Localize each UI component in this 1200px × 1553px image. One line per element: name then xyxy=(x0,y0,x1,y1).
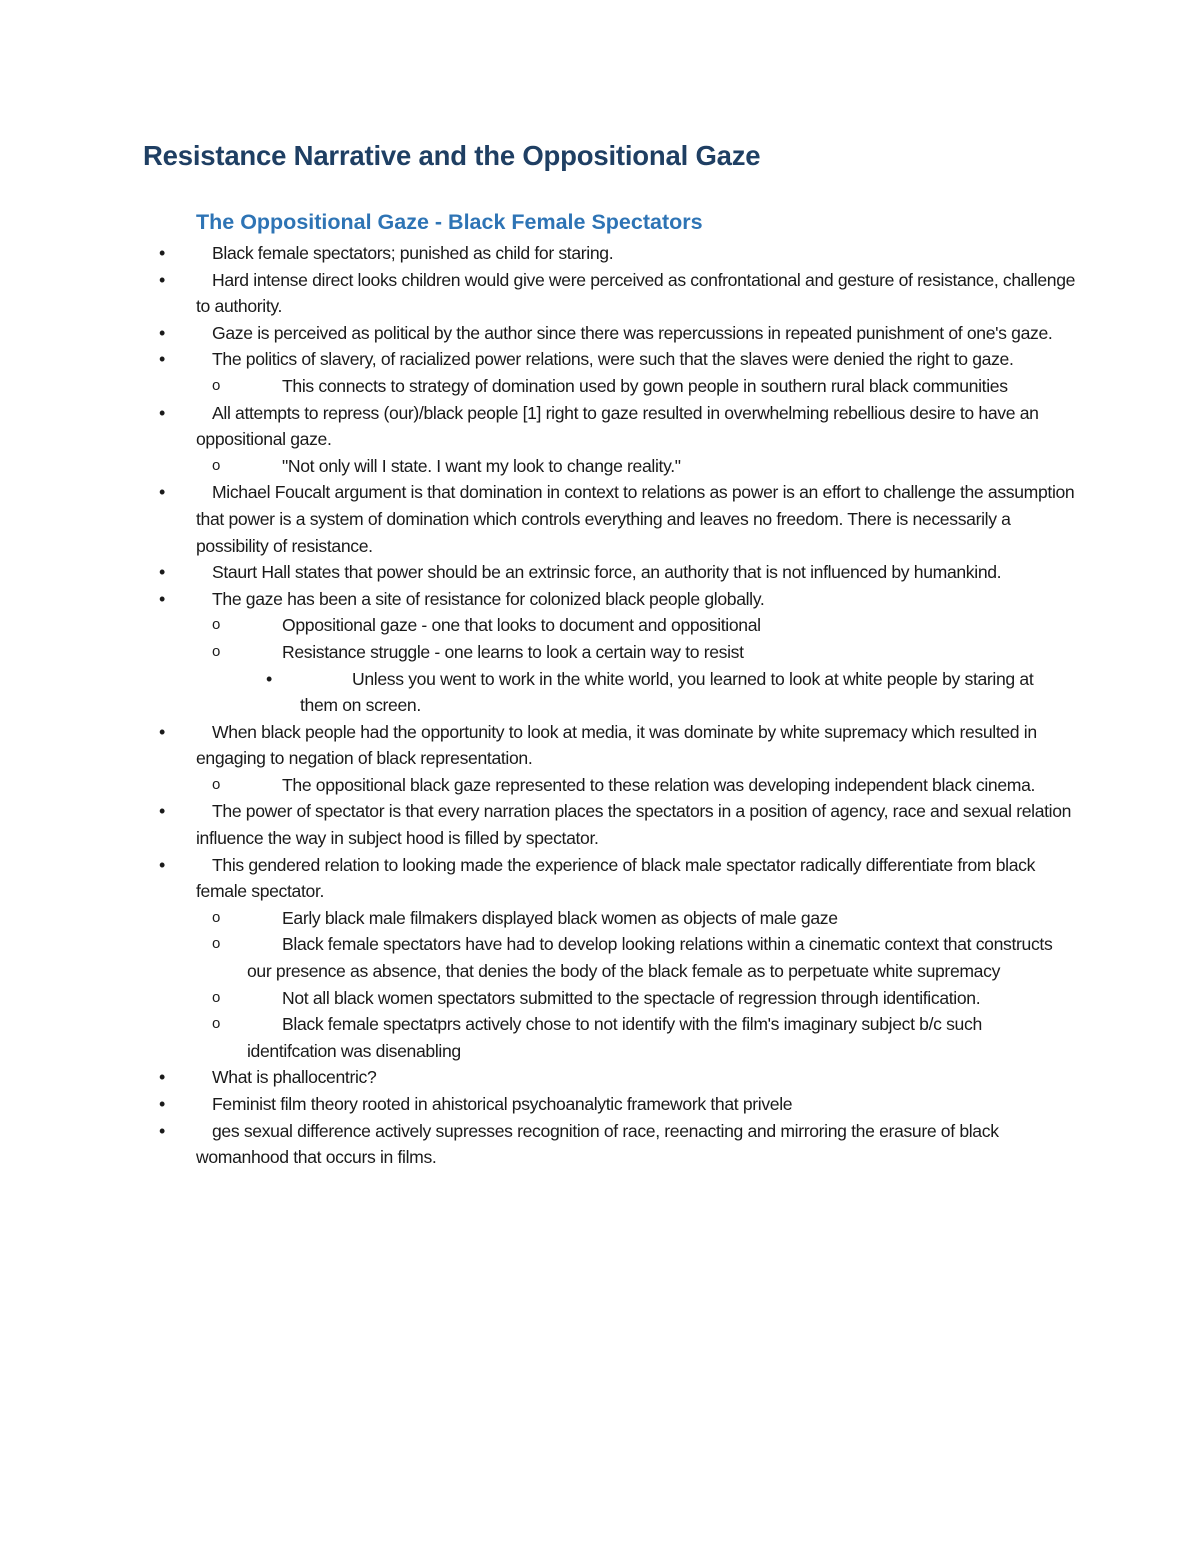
sub-list-item xyxy=(0,612,1067,639)
list-item-text: Michael Foucalt argument is that domination in context to relations as power is an effort to challenge the assumption that power is a system of domination which controls everything and leaves no freedom. There is necessarily a possibility of resistance. xyxy=(196,482,1075,556)
section-heading: The Oppositional Gaze - Black Female Spectators xyxy=(196,210,703,234)
sub-list-item xyxy=(0,905,1067,932)
list-item xyxy=(0,400,1076,453)
list-item-text: This gendered relation to looking made the experience of black male spectator radically differentiate from black female spectator. xyxy=(196,854,1036,902)
hollow-bullet-icon: o xyxy=(212,456,220,474)
bullet-icon: • xyxy=(159,349,165,370)
hollow-bullet-icon: o xyxy=(212,1015,220,1033)
bullet-icon: • xyxy=(159,588,165,609)
list-item-text: When black people had the opportunity to look at media, it was dominate by white supremacy which resulted in engaging to negation of black representation. xyxy=(196,721,1037,769)
list-item-text: Staurt Hall states that power should be an extrinsic force, an authority that is not influenced by humankind. xyxy=(212,562,1002,583)
list-item xyxy=(0,346,1076,373)
bullet-icon: • xyxy=(159,243,165,263)
list-item-text: Feminist film theory rooted in ahistorical psychoanalytic framework that privele xyxy=(212,1094,793,1114)
bullet-icon: • xyxy=(159,1067,165,1088)
list-item-text: All attempts to repress (our)/black people [1] right to gaze resulted in overwhelming rebellious desire to have an oppositional gaze. xyxy=(196,402,1039,450)
list-item-text: Black female spectators; punished as child for staring. xyxy=(212,243,614,263)
sub-list-item xyxy=(0,1011,1067,1064)
list-item-text: The oppositional black gaze represented to these relation was developing independent black cinema. xyxy=(282,774,1036,795)
hollow-bullet-icon: o xyxy=(212,988,220,1006)
hollow-bullet-icon: o xyxy=(212,908,220,926)
list-item-text: Unless you went to work in the white world, you learned to look at white people by staring at them on screen. xyxy=(300,668,1034,716)
bullet-icon: • xyxy=(159,482,165,503)
hollow-bullet-icon: o xyxy=(212,376,220,394)
list-item-text: ges sexual difference actively supresses recognition of race, reenacting and mirroring the erasure of black womanhood that occurs in films. xyxy=(196,1120,999,1168)
list-item-text: The gaze has been a site of resistance for colonized black people globally. xyxy=(212,588,765,609)
sub-list-item xyxy=(0,373,1067,400)
sub-list-item xyxy=(0,772,1067,799)
hollow-bullet-icon: o xyxy=(212,616,220,634)
bullet-icon: • xyxy=(159,1120,165,1141)
notes-list xyxy=(0,240,1200,1171)
list-item-text: Oppositional gaze - one that looks to document and oppositional xyxy=(282,615,761,636)
hollow-bullet-icon: o xyxy=(212,642,220,660)
document-title: Resistance Narrative and the Oppositional Gaze xyxy=(143,140,761,171)
bullet-icon: • xyxy=(159,322,165,343)
bullet-icon: • xyxy=(159,801,165,822)
list-item xyxy=(0,586,1076,613)
list-item-text: Not all black women spectators submitted to the spectacle of regression through identification. xyxy=(282,987,981,1008)
list-item xyxy=(0,320,1076,347)
bullet-icon: • xyxy=(159,854,165,875)
list-item-text: Early black male filmakers displayed black women as objects of male gaze xyxy=(282,907,838,928)
list-item-text: This connects to strategy of domination used by gown people in southern rural black communities xyxy=(282,375,1008,396)
list-item-text: The politics of slavery, of racialized power relations, were such that the slaves were denied the right to gaze. xyxy=(212,349,1014,370)
list-item xyxy=(0,1118,1076,1171)
list-item-text: Gaze is perceived as political by the author since there was repercussions in repeated punishment of one's gaze. xyxy=(212,322,1053,343)
bullet-icon: • xyxy=(159,562,165,583)
list-item-text: Black female spectatprs actively chose to not identify with the film's imaginary subject b/c such identifcation was disenabling xyxy=(247,1014,982,1061)
list-item-text: The power of spectator is that every narration places the spectators in a position of agency, race and sexual relation influence the way in subject hood is filled by spectator. xyxy=(196,801,1072,849)
list-item xyxy=(0,719,1076,772)
bullet-icon: • xyxy=(159,1094,165,1114)
list-item xyxy=(0,1091,1076,1118)
list-item-text: Black female spectators have had to develop looking relations within a cinematic context that constructs our presence as absence, that denies the body of the black female as to perpetuate white supremacy xyxy=(247,934,1053,982)
sub-list-item xyxy=(0,985,1067,1012)
list-item xyxy=(0,240,1076,267)
list-item xyxy=(0,1064,1076,1091)
list-item-text: Resistance struggle - one learns to look a certain way to resist xyxy=(282,641,744,662)
list-item xyxy=(0,798,1076,851)
sub-list-item xyxy=(0,931,1067,984)
list-item xyxy=(0,479,1076,559)
list-item xyxy=(0,559,1076,586)
bullet-icon: • xyxy=(159,721,165,742)
bullet-icon: • xyxy=(266,668,272,689)
hollow-bullet-icon: o xyxy=(212,935,220,953)
list-item-text: Hard intense direct looks children would give were perceived as confrontational and gesture of resistance, challenge to authority. xyxy=(196,269,1076,317)
nested-list-item xyxy=(0,666,1065,719)
bullet-icon: • xyxy=(159,269,165,290)
sub-list-item xyxy=(0,453,1067,480)
list-item-text: "Not only will I state. I want my look to change reality." xyxy=(282,455,681,476)
list-item-text: What is phallocentric? xyxy=(212,1067,377,1088)
list-item xyxy=(0,267,1076,320)
bullet-icon: • xyxy=(159,402,165,423)
list-item xyxy=(0,852,1076,905)
sub-list-item xyxy=(0,639,1067,666)
hollow-bullet-icon: o xyxy=(212,775,220,793)
